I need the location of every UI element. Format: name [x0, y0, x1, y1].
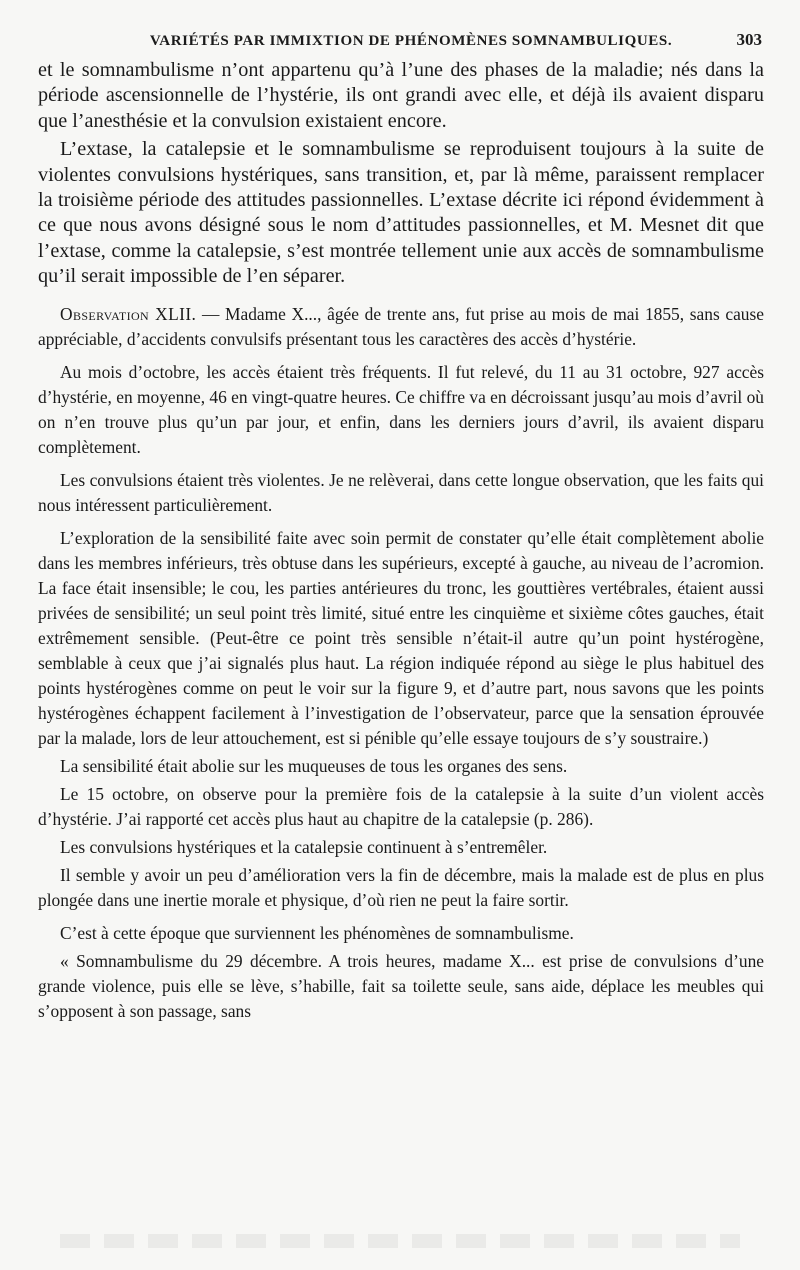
running-title: VARIÉTÉS PAR IMMIXTION DE PHÉNOMÈNES SOMNAMBULIQUES.	[149, 33, 673, 49]
paragraph-somnambulism-29: « Somnambulisme du 29 décembre. A trois heures, madame X... est prise de convulsions d’une grande violence, puis elle se lève, s’habille, fait sa toilette seule, sans aide, déplace les meubles qui s’opposent à son passage, sans	[38, 950, 764, 1021]
paragraph-convulsions: Les convulsions étaient très violentes. Je ne relèverai, dans cette longue observation, que les faits qui nous intéressent particulièrement.	[38, 469, 764, 515]
paragraph-mucous: La sensibilité était abolie sur les muqueuses de tous les organes des sens.	[60, 755, 568, 776]
page-number: 303	[736, 30, 762, 49]
observation-intro: — Madame X..., âgée de trente ans, fut prise au mois de mai 1855, sans cause appréciable, d’accidents convulsifs présentant tous les caractères des accès d’hystérie.	[38, 303, 764, 349]
show-through-footer	[60, 1234, 740, 1248]
paragraph-extase: L’extase, la catalepsie et le somnambulisme se reproduisent toujours à la suite de violentes convulsions hystériques, sans transition, et, par là même, paraissent remplacer la troisième période des attitudes passionnelles. L’extase décrite ici répond évidemment à ce que nous avons désigné sous le nom d’attitudes passionnelles, et M. Mesnet dit que l’extase, comme la catalepsie, s’est montrée tellement unie aux accès de somnambulisme qu’il serait impossible de l’en séparer.	[38, 138, 764, 288]
page-body	[38, 58, 764, 1024]
paragraph-continuation: et le somnambulisme n’ont appartenu qu’à l’une des phases de la maladie; nés dans la période ascensionnelle de l’hystérie, ils ont grandi avec elle, et déjà ils avaient disparu que l’anesthésie et la convulsion existaient encore.	[38, 59, 764, 132]
paragraph-december: Il semble y avoir un peu d’amélioration vers la fin de décembre, mais la malade est de plus en plus plongée dans une inertie morale et physique, d’où rien ne peut la faire sortir.	[38, 864, 764, 910]
paragraph-intermix: Les convulsions hystériques et la catalepsie continuent à s’entremêler.	[60, 836, 548, 857]
paragraph-somnambulism-onset: C’est à cette époque que surviennent les phénomènes de somnambulisme.	[60, 922, 574, 943]
paragraph-sensibility: L’exploration de la sensibilité faite avec soin permit de constater qu’elle était complètement abolie dans les membres inférieurs, très obtuse dans les supérieurs, excepté à gauche, au niveau de l’acromion. La face était insensible; le cou, les parties antérieures du tronc, les gouttières vertébrales, étaient aussi privées de sensibilité; un seul point très limité, situé entre les cinquième et sixième côtes gauches, était extrêmement sensible. (Peut-être ce point très sensible n’était-il autre qu’un point hystérogène, semblable à ceux que j’ai signalés plus haut. La région indiquée répond au siège le plus habituel des points hystérogènes comme on peut le voir sur la figure 9, et d’autre part, nous savons que les points hystérogènes échappent facilement à l’investigation de l’observateur, parce que la sensation éprouvée par la malade, lors de leur attouchement, est si pénible qu’elle essaye toujours de s’y soustraire.)	[38, 527, 764, 748]
paragraph-october-fits: Au mois d’octobre, les accès étaient très fréquents. Il fut relevé, du 11 au 31 octobre, 927 accès d’hystérie, en moyenne, 46 en vingt-quatre heures. Ce chiffre va en décroissant jusqu’au mois d’avril où on n’en trouve plus qu’un par jour, et enfin, dans les derniers jours d’avril, ils avaient disparu complètement.	[38, 361, 764, 457]
paragraph-catalepsy: Le 15 octobre, on observe pour la première fois de la catalepsie à la suite d’un violent accès d’hystérie. J’ai rapporté cet accès plus haut au chapitre de la catalepsie (p. 286).	[38, 783, 764, 829]
running-head	[40, 30, 762, 56]
observation-label: Observation XLII.	[60, 303, 197, 324]
observation-paragraph	[38, 302, 764, 352]
